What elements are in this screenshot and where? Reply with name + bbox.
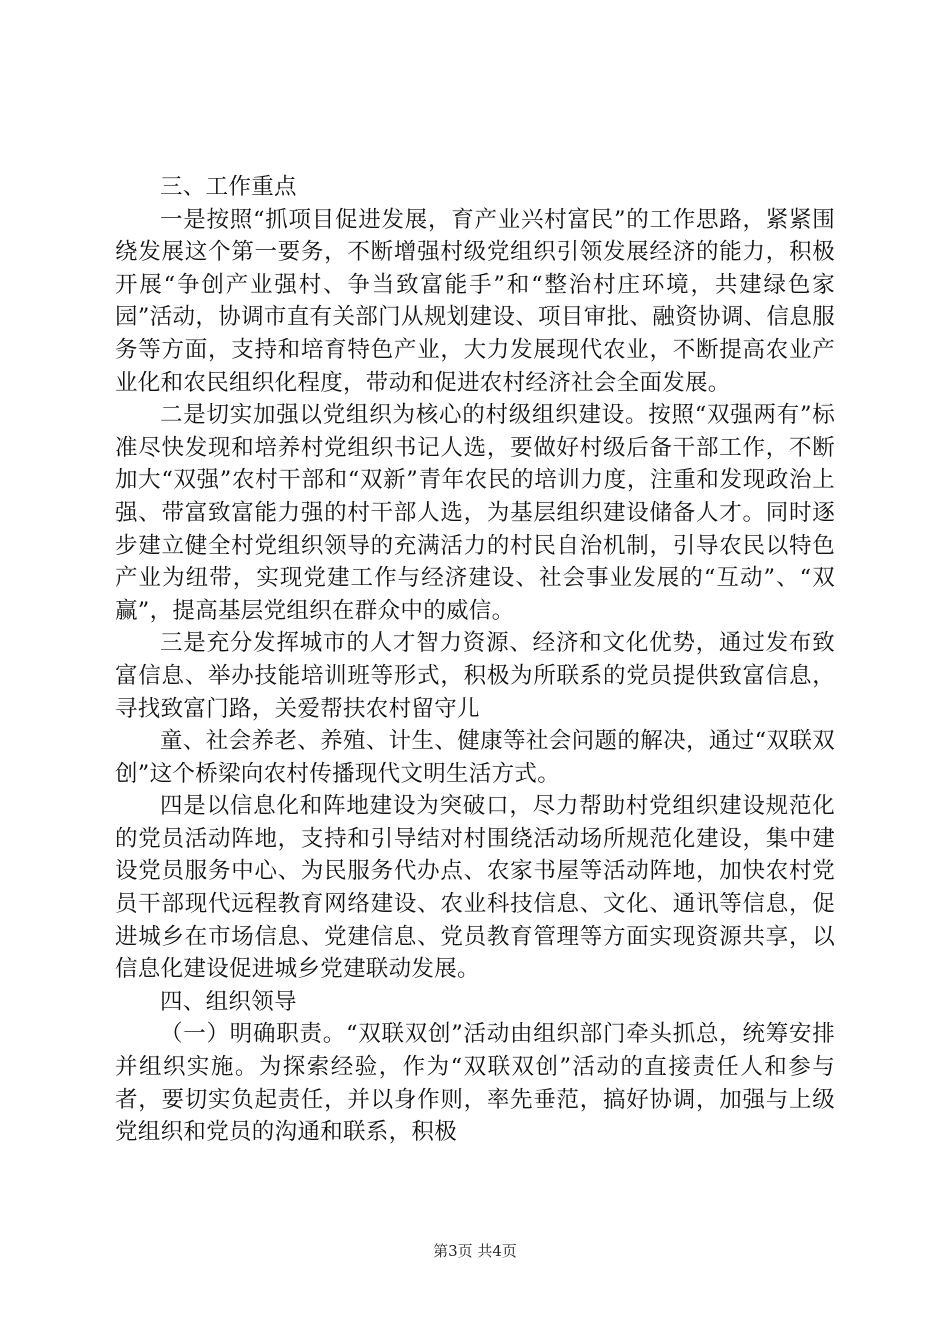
paragraph-point-three-continued: 童、社会养老、养殖、计生、健康等社会问题的解决，通过“双联双创”这个桥梁向农村传播现代文明生活方式。 bbox=[115, 728, 835, 787]
paragraph-point-four: 四是以信息化和阵地建设为突破口，尽力帮助村党组织建设规范化的党员活动阵地，支持和引导结对村围绕活动场所规范化建设，集中建设党员服务中心、为民服务代办点、农家书屋等活动阵地，加快农村党员干部现代远程教育网络建设、农业科技信息、文化、通讯等信息，促进城乡在市场信息、党建信息、党员教育管理等方面实现资源共享，以信息化建设促进城乡党建联动发展。 bbox=[115, 793, 835, 983]
paragraph-point-three: 三是充分发挥城市的人才智力资源、经济和文化优势，通过发布致富信息、举办技能培训班等形式，积极为所联系的党员提供致富信息，寻找致富门路，关爱帮扶农村留守儿 bbox=[115, 630, 835, 722]
section-heading-work-focus: 三、工作重点 bbox=[160, 174, 297, 200]
document-body bbox=[115, 171, 835, 1149]
paragraph-clarify-duties: （一）明确职责。“双联双创”活动由组织部门牵头抓总，统筹安排并组织实施。为探索经验，作为“双联双创”活动的直接责任人和参与者，要切实负起责任，并以身作则，率先垂范，搞好协调，加强与上级党组织和党员的沟通和联系，积极 bbox=[115, 1021, 835, 1146]
paragraph-point-two: 二是切实加强以党组织为核心的村级组织建设。按照“双强两有”标准尽快发现和培养村党组织书记人选，要做好村级后备干部工作，不断加大“双强”农村干部和“双新”青年农民的培训力度，注重和发现政治上强、带富致富能力强的村干部人选，为基层组织建设储备人才。同时逐步建立健全村党组织领导的充满活力的村民自治机制，引导农民以特色产业为纽带，实现党建工作与经济建设、社会事业发展的“互动”、“双赢”，提高基层党组织在群众中的威信。 bbox=[115, 402, 835, 624]
section-heading-organization: 四、组织领导 bbox=[160, 988, 297, 1015]
paragraph-point-one: 一是按照“抓项目促进发展，育产业兴村富民”的工作思路，紧紧围绕发展这个第一要务，不断增强村级党组织引领发展经济的能力，积极开展“争创产业强村、争当致富能手”和“整治村庄环境，共建绿色家园”活动，协调市直有关部门从规划建设、项目审批、融资协调、信息服务等方面，支持和培育特色产业，大力发展现代农业，不断提高农业产业化和农民组织化程度，带动和促进农村经济社会全面发展。 bbox=[115, 206, 835, 396]
page-number-footer: 第3页 共4页 bbox=[433, 1242, 517, 1260]
